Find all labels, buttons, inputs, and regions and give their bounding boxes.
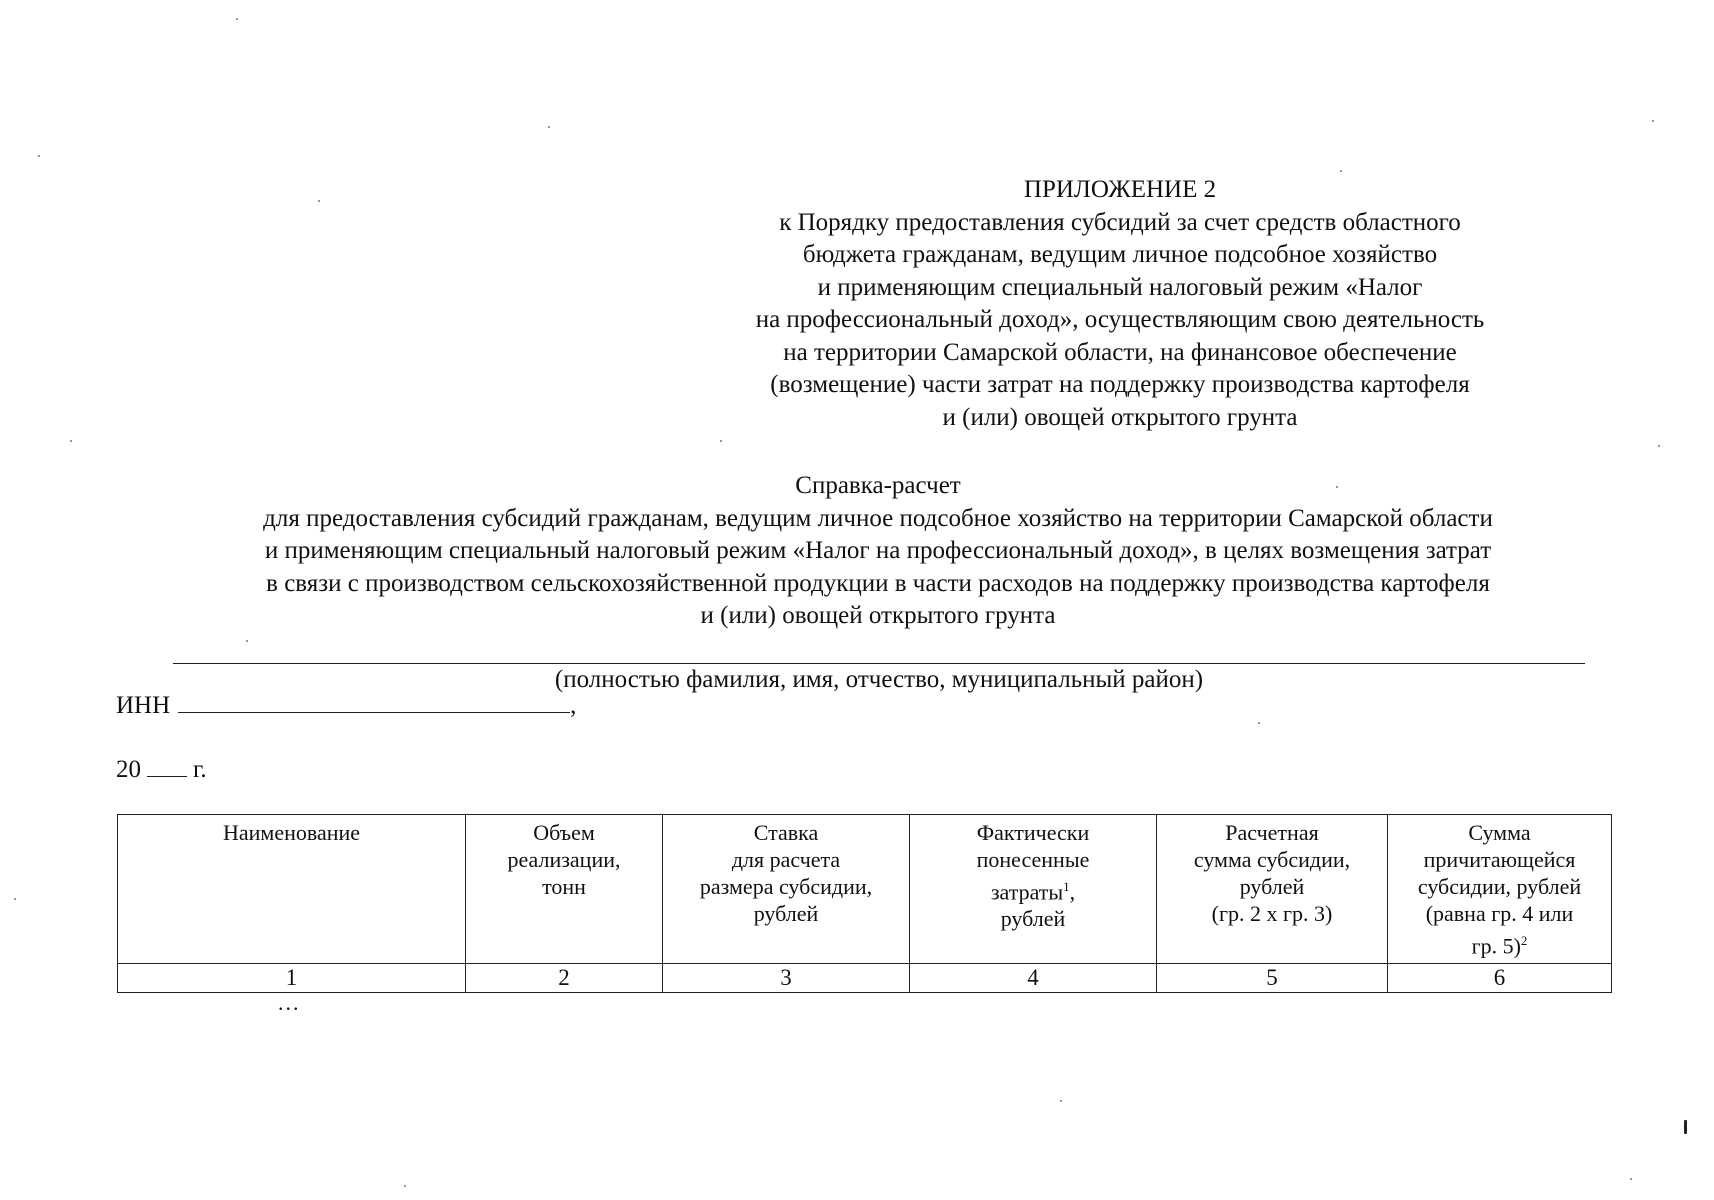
appendix-line: (возмещение) части затрат на поддержку производства картофеля (770, 371, 1470, 398)
title-line: и применяющим специальный налоговый режим «Налог на профессиональный доход», в целях возмещения затрат (264, 537, 1492, 564)
title-line: и (или) овощей открытого грунта (700, 602, 1056, 629)
column-header-3: Ставка для расчета размера субсидии, рублей (663, 815, 910, 964)
appendix-line: на территории Самарской области, на финансовое обеспечение (783, 338, 1457, 366)
column-header-2: Объем реализации, тонн (466, 815, 663, 964)
column-header-5: Расчетная сумма субсидии, рублей (гр. 2 х гр. 3) (1157, 815, 1388, 964)
appendix-line: к Порядку предоставления субсидий за счет средств областного (779, 208, 1461, 236)
appendix-line: и (или) овощей открытого грунта (942, 403, 1298, 431)
year-prefix: 20 (116, 756, 141, 783)
scan-speck (1258, 722, 1260, 724)
appendix-line: бюджета гражданам, ведущим личное подсобное хозяйство (802, 241, 1438, 268)
year-row (116, 754, 207, 786)
appendix-header (690, 174, 1550, 434)
scan-speck (236, 18, 238, 20)
calculation-table (117, 814, 1612, 993)
title-line: для предоставления субсидий гражданам, ведущим личное подсобное хозяйство на территории Самарской области (263, 504, 1493, 532)
title-heading: Справка-расчет (795, 472, 961, 499)
appendix-line: и применяющим специальный налоговый режим «Налог (817, 273, 1423, 301)
column-header-6: Сумма причитающейся субсидии, рублей (равна гр. 4 или гр. 5)$^2$ (1388, 815, 1612, 964)
scan-speck (318, 200, 320, 202)
column-number-row (118, 964, 1612, 993)
scan-speck (720, 440, 722, 442)
scan-speck (1630, 1178, 1632, 1180)
scan-speck (14, 898, 16, 900)
scan-speck (1658, 445, 1660, 447)
scan-edge-mark (1684, 1120, 1687, 1134)
scan-speck (246, 640, 248, 642)
column-number-6: 6 (1388, 964, 1612, 993)
title-line: в связи с производством сельскохозяйственной продукции в части расходов на поддержку производства картофеля (266, 569, 1490, 597)
year-suffix: г. (193, 756, 207, 783)
column-header-4: Фактически понесенные затраты$^1$, рублей (910, 815, 1157, 964)
column-number-3: 3 (663, 964, 910, 993)
scan-speck (1336, 486, 1338, 488)
appendix-line: ПРИЛОЖЕНИЕ 2 (1023, 176, 1217, 203)
column-number-2: 2 (466, 964, 663, 993)
scan-speck (70, 440, 72, 442)
scan-speck (1060, 1100, 1062, 1102)
year-blank-line (147, 754, 187, 777)
name-caption: (полностью фамилия, имя, отчество, муниципальный район) (554, 666, 1204, 693)
scan-speck (1652, 120, 1654, 122)
column-number-5: 5 (1157, 964, 1388, 993)
scan-speck (548, 126, 550, 128)
table-continuation: ... (278, 990, 301, 1015)
inn-blank-line (178, 690, 570, 713)
footnote-marker: 1 (1063, 879, 1070, 894)
document-title (170, 470, 1586, 633)
table-header-row (118, 815, 1612, 964)
appendix-line: на профессиональный доход», осуществляющим свою деятельность (755, 306, 1485, 333)
column-header-1: Наименование (118, 815, 466, 964)
scan-speck (38, 155, 40, 157)
scan-speck (1340, 170, 1342, 172)
column-number-4: 4 (910, 964, 1157, 993)
scan-speck (404, 1185, 406, 1187)
inn-label: ИНН (116, 692, 171, 719)
footnote-marker: 2 (1520, 933, 1528, 948)
column-number-1: 1 (118, 964, 466, 993)
inn-suffix: , (570, 692, 577, 719)
inn-row (116, 690, 576, 722)
